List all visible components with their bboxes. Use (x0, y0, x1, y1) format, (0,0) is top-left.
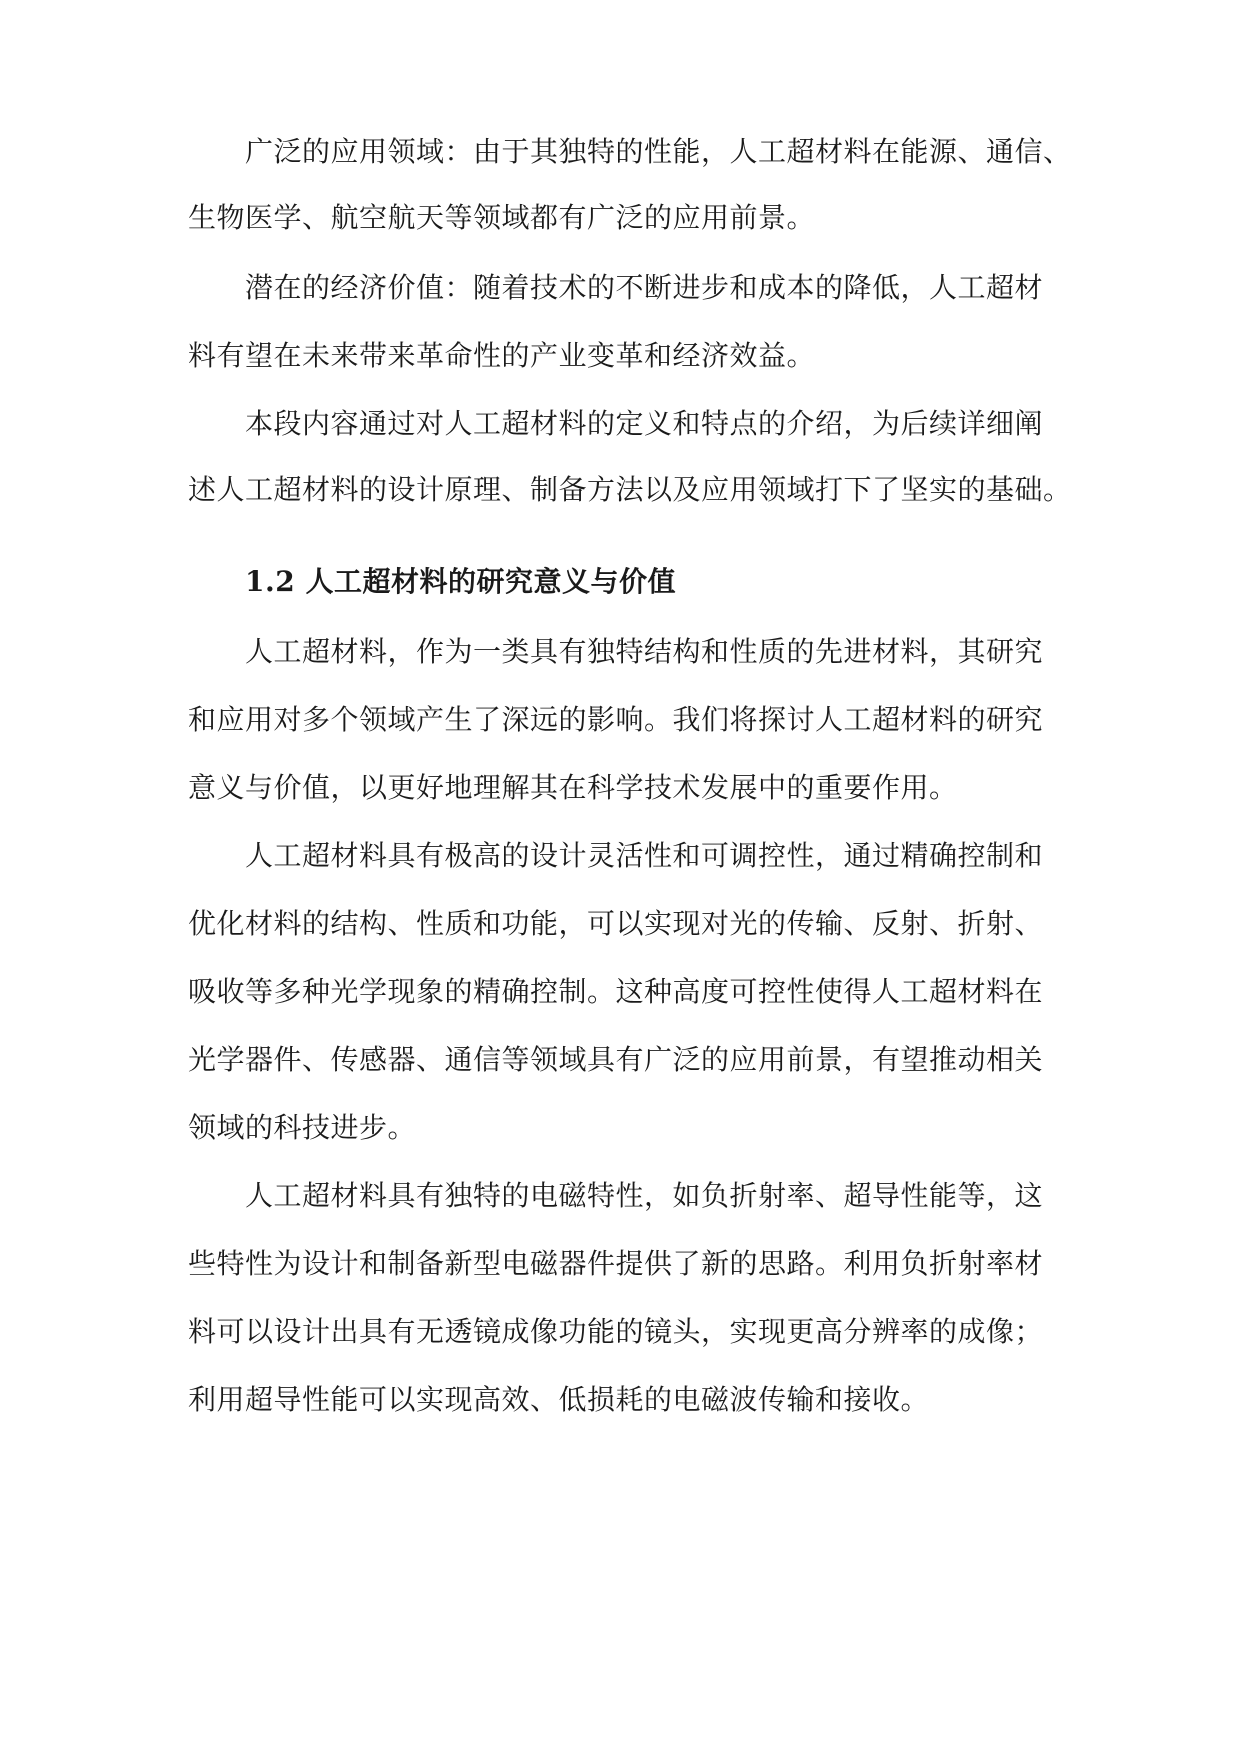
paragraph-line: 人工超材料，作为一类具有独特结构和性质的先进材料，其研究 (245, 635, 1044, 668)
paragraph-line: 生物医学、航空航天等领域都有广泛的应用前景。 (188, 201, 816, 234)
paragraph-line: 料可以设计出具有无透镜成像功能的镜头，实现更高分辨率的成像； (188, 1315, 1044, 1348)
paragraph-line: 些特性为设计和制备新型电磁器件提供了新的思路。利用负折射率材 (188, 1247, 1044, 1280)
paragraph-line: 和应用对多个领域产生了深远的影响。我们将探讨人工超材料的研究 (188, 703, 1044, 736)
paragraph-line: 述人工超材料的设计原理、制备方法以及应用领域打下了坚实的基础。 (188, 473, 1072, 506)
paragraph-line: 意义与价值，以更好地理解其在科学技术发展中的重要作用。 (188, 771, 958, 804)
paragraph-line: 潜在的经济价值：随着技术的不断进步和成本的降低，人工超材 (245, 271, 1044, 304)
paragraph-line: 本段内容通过对人工超材料的定义和特点的介绍，为后续详细阐 (245, 407, 1044, 440)
paragraph-line: 利用超导性能可以实现高效、低损耗的电磁波传输和接收。 (188, 1383, 930, 1416)
paragraph-line: 光学器件、传感器、通信等领域具有广泛的应用前景，有望推动相关 (188, 1043, 1044, 1076)
section-heading: 1.2 人工超材料的研究意义与价值 (245, 565, 676, 598)
paragraph-line: 人工超材料具有独特的电磁特性，如负折射率、超导性能等，这 (245, 1179, 1044, 1212)
paragraph-line: 料有望在未来带来革命性的产业变革和经济效益。 (188, 339, 816, 372)
paragraph-line: 广泛的应用领域：由于其独特的性能，人工超材料在能源、通信、 (245, 135, 1072, 168)
paragraph-line: 人工超材料具有极高的设计灵活性和可调控性，通过精确控制和 (245, 839, 1044, 872)
paragraph-line: 优化材料的结构、性质和功能，可以实现对光的传输、反射、折射、 (188, 907, 1044, 940)
paragraph-line: 领域的科技进步。 (188, 1111, 417, 1144)
paragraph-line: 吸收等多种光学现象的精确控制。这种高度可控性使得人工超材料在 (188, 975, 1044, 1008)
